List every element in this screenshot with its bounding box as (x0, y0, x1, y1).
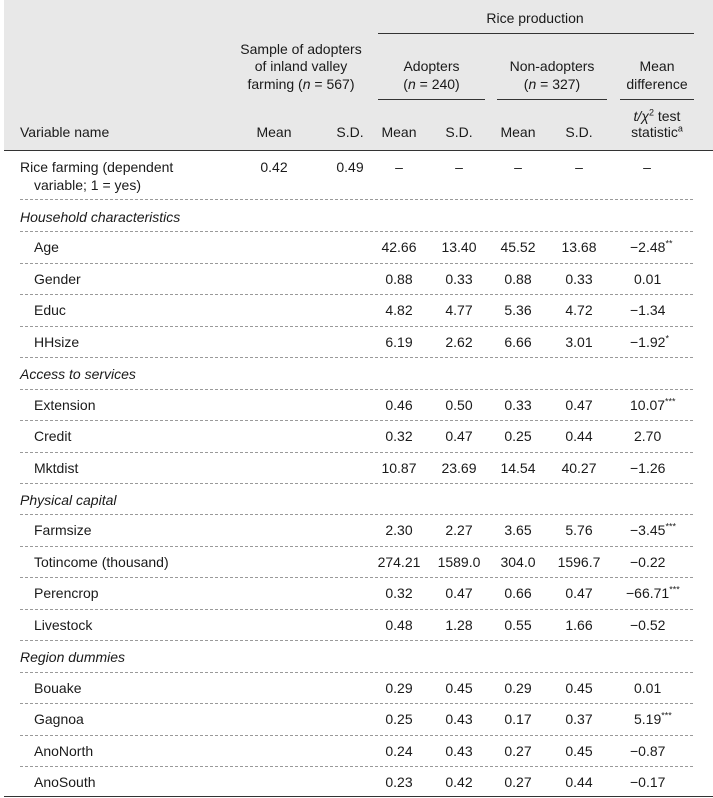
cell-non-sd: 1596.7 (557, 554, 601, 570)
header-rice-production: Rice production (486, 10, 584, 26)
cell-adopt-sd: 2.62 (445, 334, 473, 350)
difference-value: −2.48 (630, 239, 666, 255)
section-title: Physical capital (20, 492, 117, 509)
header-adopters-mean: Mean (381, 124, 417, 140)
variable-label: Extension (34, 397, 96, 413)
significance-stars: ** (665, 238, 673, 249)
variable-label: HHsize (34, 334, 80, 350)
difference-value: −0.22 (630, 554, 666, 570)
cell-mean-difference (630, 774, 665, 791)
difference-value: −1.34 (630, 302, 666, 318)
header-sample-sd: S.D. (336, 124, 364, 140)
cell-non-mean: 45.52 (500, 239, 536, 255)
cell-mean-difference (634, 271, 661, 288)
row-divider (20, 199, 693, 200)
difference-value: −0.52 (630, 617, 666, 633)
row-rice-farming-sample-sd: 0.49 (336, 159, 364, 175)
difference-value: 10.07 (630, 397, 666, 413)
section-title: Access to services (20, 366, 136, 383)
cell-non-mean: 0.25 (504, 428, 532, 444)
cell-non-sd: 0.44 (565, 428, 593, 444)
cell-mean-difference (630, 460, 665, 477)
significance-stars: * (665, 333, 669, 344)
row-divider (20, 420, 693, 421)
cell-adopt-mean: 2.30 (385, 522, 413, 538)
cell-adopt-sd: 0.47 (445, 585, 473, 601)
cell-adopt-sd: 0.47 (445, 428, 473, 444)
section-title: Region dummies (20, 649, 126, 666)
cell-adopt-sd: 1.28 (445, 617, 473, 633)
header-nonadopters: Non-adopters (509, 58, 595, 74)
rule-header-bottom (4, 150, 713, 151)
cell-non-sd: 0.47 (565, 397, 593, 413)
cell-mean-difference (630, 554, 665, 571)
header-sample-line3: farming (n = 567) (247, 76, 355, 92)
cell-adopt-mean: 0.29 (385, 680, 413, 696)
row-divider (20, 766, 693, 767)
cell-non-mean: 0.66 (504, 585, 532, 601)
cell-non-mean: 0.17 (504, 711, 532, 727)
row-divider (20, 326, 693, 327)
cell-mean-difference (630, 397, 676, 414)
cell-non-mean: 304.0 (500, 554, 536, 570)
row-divider (20, 263, 693, 264)
cell-adopt-sd: 1589.0 (437, 554, 481, 570)
cell-adopt-sd: 0.33 (445, 271, 473, 287)
cell-non-sd: 4.72 (565, 302, 593, 318)
row-divider (20, 452, 693, 453)
row-divider (20, 514, 693, 515)
cell-non-mean: 0.55 (504, 617, 532, 633)
cell-mean-difference (634, 428, 661, 445)
row-divider (20, 389, 693, 390)
cell-adopt-mean: 0.32 (385, 585, 413, 601)
variable-label: Perencrop (34, 585, 99, 601)
cell-non-sd: 13.68 (561, 239, 597, 255)
cell-non-mean: 0.27 (504, 774, 532, 790)
cell-adopt-sd: 2.27 (445, 522, 473, 538)
cell-mean-difference (630, 617, 665, 634)
row-divider (20, 609, 693, 610)
header-sample-mean: Mean (256, 124, 292, 140)
cell-adopt-mean: 4.82 (385, 302, 413, 318)
rule-mean-difference (620, 99, 694, 100)
difference-value: −0.17 (630, 774, 666, 790)
variable-label: Bouake (34, 680, 82, 696)
row-rice-farming-non-sd: – (575, 159, 583, 175)
cell-non-sd: 0.45 (565, 680, 593, 696)
cell-mean-difference (630, 743, 665, 760)
difference-value: 0.01 (634, 680, 662, 696)
cell-non-sd: 3.01 (565, 334, 593, 350)
cell-adopt-sd: 0.43 (445, 711, 473, 727)
variable-label: Farmsize (34, 522, 92, 538)
cell-non-mean: 6.66 (504, 334, 532, 350)
row-rice-farming-label-1: Rice farming (dependent (20, 159, 174, 175)
row-rice-farming-non-mean: – (514, 159, 522, 175)
header-nonadopters-sd: S.D. (565, 124, 593, 140)
rule-adopters (378, 99, 485, 100)
cell-non-sd: 0.44 (565, 774, 593, 790)
significance-stars: *** (665, 521, 676, 532)
variable-label: AnoSouth (34, 774, 96, 790)
cell-adopt-sd: 23.69 (441, 460, 477, 476)
cell-adopt-sd: 0.50 (445, 397, 473, 413)
difference-value: 0.01 (634, 271, 662, 287)
row-divider (20, 672, 693, 673)
variable-label: Age (34, 239, 59, 255)
row-divider (20, 703, 693, 704)
cell-non-mean: 3.65 (504, 522, 532, 538)
row-rice-farming-adopt-sd: – (455, 159, 463, 175)
difference-value: −3.45 (630, 522, 666, 538)
cell-non-sd: 40.27 (561, 460, 597, 476)
cell-adopt-sd: 0.43 (445, 743, 473, 759)
header-nonadopters-mean: Mean (500, 124, 536, 140)
cell-mean-difference (630, 239, 672, 256)
cell-mean-difference (630, 522, 676, 539)
row-divider (20, 640, 693, 641)
cell-mean-difference (630, 302, 665, 319)
difference-value: −66.71 (626, 585, 670, 601)
difference-value: −0.87 (630, 743, 666, 759)
significance-stars: *** (669, 584, 680, 595)
row-rice-farming-diff: – (643, 159, 651, 175)
cell-adopt-mean: 0.48 (385, 617, 413, 633)
cell-non-sd: 0.47 (565, 585, 593, 601)
cell-mean-difference (634, 680, 661, 697)
variable-label: Gagnoa (34, 711, 84, 727)
header-test-stat-line1: $t/\chi^2$ test (633, 107, 681, 124)
header-adopters: Adopters (403, 58, 460, 74)
cell-adopt-sd: 0.42 (445, 774, 473, 790)
cell-non-mean: 14.54 (500, 460, 536, 476)
cell-non-sd: 5.76 (565, 522, 593, 538)
significance-stars: *** (661, 710, 672, 721)
difference-value: 5.19 (634, 711, 662, 727)
cell-mean-difference (630, 334, 669, 351)
row-divider (20, 577, 693, 578)
cell-adopt-sd: 0.45 (445, 680, 473, 696)
rule-rice-production (378, 33, 694, 34)
cell-adopt-mean: 0.88 (385, 271, 413, 287)
row-divider (20, 231, 693, 232)
header-nonadopters-n: (n = 327) (523, 76, 581, 92)
cell-adopt-mean: 0.32 (385, 428, 413, 444)
rule-table-bottom (4, 796, 713, 797)
cell-non-sd: 0.45 (565, 743, 593, 759)
difference-value: −1.26 (630, 460, 666, 476)
variable-label: Educ (34, 302, 66, 318)
difference-value: 2.70 (634, 428, 662, 444)
cell-mean-difference (626, 585, 680, 602)
header-test-stat-line2: statistic$^a$ (631, 123, 683, 140)
cell-non-sd: 0.37 (565, 711, 593, 727)
cell-adopt-mean: 0.46 (385, 397, 413, 413)
cell-adopt-mean: 0.23 (385, 774, 413, 790)
cell-adopt-mean: 0.25 (385, 711, 413, 727)
header-variable-name: Variable name (20, 124, 110, 140)
cell-adopt-mean: 6.19 (385, 334, 413, 350)
header-adopters-sd: S.D. (445, 124, 473, 140)
row-divider (20, 357, 693, 358)
row-rice-farming-adopt-mean: – (395, 159, 403, 175)
variable-label: Livestock (34, 617, 93, 633)
header-sample-line1: Sample of adopters (240, 41, 362, 57)
cell-adopt-sd: 13.40 (441, 239, 477, 255)
cell-non-sd: 1.66 (565, 617, 593, 633)
variable-label: Gender (34, 271, 81, 287)
variable-label: Mktdist (34, 460, 79, 476)
difference-value: −1.92 (630, 334, 666, 350)
header-adopters-n: (n = 240) (403, 76, 460, 92)
row-rice-farming-label-2: variable; 1 = yes) (34, 177, 141, 193)
cell-adopt-mean: 0.24 (385, 743, 413, 759)
variable-label: AnoNorth (34, 743, 94, 759)
header-mean-diff-line1: Mean (639, 58, 675, 74)
significance-stars: *** (665, 396, 676, 407)
row-divider (20, 546, 693, 547)
rule-nonadopters (497, 99, 607, 100)
cell-adopt-mean: 274.21 (377, 554, 421, 570)
section-title: Household characteristics (20, 209, 181, 225)
row-divider (20, 483, 693, 484)
row-divider (20, 294, 693, 295)
row-divider (20, 735, 693, 736)
variable-label: Credit (34, 428, 72, 444)
cell-non-mean: 0.88 (504, 271, 532, 287)
cell-non-mean: 0.27 (504, 743, 532, 759)
cell-non-mean: 0.29 (504, 680, 532, 696)
variable-label: Totincome (thousand) (34, 554, 169, 570)
header-sample-line2: of inland valley (254, 58, 348, 74)
cell-adopt-mean: 42.66 (381, 239, 417, 255)
cell-adopt-mean: 10.87 (381, 460, 417, 476)
row-rice-farming-sample-mean: 0.42 (260, 159, 288, 175)
cell-adopt-sd: 4.77 (445, 302, 473, 318)
cell-non-sd: 0.33 (565, 271, 593, 287)
header-mean-diff-line2: difference (626, 76, 688, 92)
cell-non-mean: 5.36 (504, 302, 532, 318)
cell-non-mean: 0.33 (504, 397, 532, 413)
cell-mean-difference (634, 711, 672, 728)
